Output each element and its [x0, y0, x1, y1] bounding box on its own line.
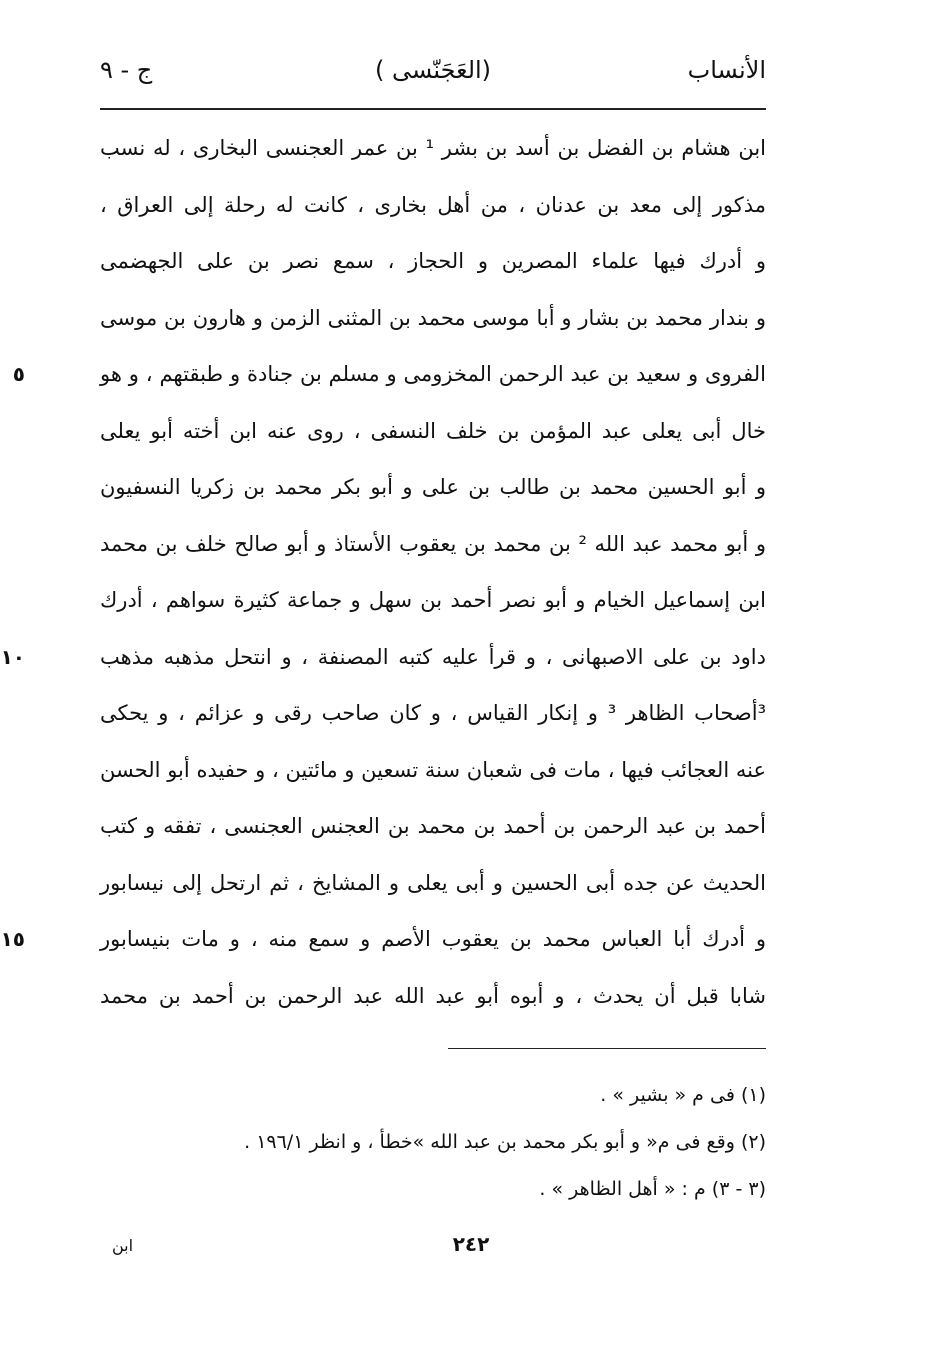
text-line-content: ابن إسماعيل الخيام و أبو نصر أحمد بن سهل و جماعة كثيرة سواهم ، أدرك [100, 588, 766, 612]
text-line-content: عنه العجائب فيها ، مات فى شعبان سنة تسعين و مائتين ، و حفيده أبو الحسن [100, 757, 766, 782]
line-number: ١٥ [0, 927, 25, 951]
footnote-rule [448, 1048, 766, 1049]
footnote-2: (٢) وقع فى م« و أبو بكر محمد بن عبد الله »خطأ ، و انظر ١٩٦/١ . [244, 1131, 766, 1153]
text-line [100, 290, 766, 347]
header-book-title: الأنساب [687, 56, 766, 84]
footnote-3: (٣ - ٣) م : « أهل الظاهر » . [539, 1178, 766, 1200]
text-line-content: داود بن على الاصبهانى ، و قرأ عليه كتبه المصنفة ، و انتحل مذهبه مذهب [100, 644, 766, 669]
header-entry-title: (العَجَنّسى ) [374, 56, 492, 84]
footnotes [166, 1072, 766, 1213]
text-line [100, 968, 766, 1025]
text-line-content: و أدرك فيها علماء المصرين و الحجاز ، سمع نصر بن على الجهضمى [100, 249, 766, 273]
running-header [100, 56, 766, 96]
text-line [100, 459, 766, 516]
text-line [100, 177, 766, 234]
text-line-content: أحمد بن عبد الرحمن بن أحمد بن محمد بن العجنس العجنسى ، تفقه و كتب [100, 814, 766, 838]
text-line-content: شابا قبل أن يحدث ، و أبوه أبو عبد الله عبد الرحمن بن أحمد بن محمد [100, 983, 766, 1008]
text-line-content: و بندار محمد بن بشار و أبا موسى محمد بن المثنى الزمن و هارون بن موسى [100, 305, 766, 330]
line-number: ١٠ [0, 644, 25, 669]
text-line [100, 798, 766, 855]
text-line [100, 233, 766, 290]
footnote-1: (١) فى م « بشير » . [600, 1084, 766, 1106]
text-line-content: خال أبى يعلى عبد المؤمن بن خلف النسفى ، روى عنه ابن أخته أبو يعلى [100, 418, 766, 443]
text-line-content: و أبو الحسين محمد بن طالب بن على و أبو بكر محمد بن زكريا النسفيون [100, 475, 766, 499]
line-number: ٥ [12, 362, 25, 386]
text-line-content: و أدرك أبا العباس محمد بن يعقوب الأصم و سمع منه ، و مات بنيسابور [100, 927, 766, 951]
text-line [100, 685, 766, 742]
header-rule [100, 108, 766, 110]
main-text [0, 120, 766, 1024]
catchword: ابن [112, 1236, 134, 1255]
text-line [100, 120, 766, 177]
header-volume: ج - ٩ [100, 56, 153, 84]
page-number: ٢٤٢ [452, 1232, 490, 1256]
text-line [100, 855, 766, 912]
text-line [100, 742, 766, 799]
text-line-content: مذكور إلى معد بن عدنان ، من أهل بخارى ، كانت له رحلة إلى العراق ، [100, 192, 766, 217]
text-line [100, 572, 766, 629]
text-line [100, 403, 766, 460]
text-line [100, 516, 766, 573]
text-line [0, 629, 766, 686]
text-line [0, 911, 766, 968]
text-line-content: الفروى و سعيد بن عبد الرحمن المخزومى و مسلم بن جنادة و طبقتهم ، و هو [100, 362, 766, 386]
text-line-content: ابن هشام بن الفضل بن أسد بن بشر ¹ بن عمر العجنسى البخارى ، له نسب [100, 136, 766, 160]
text-line [12, 346, 766, 403]
text-line-content: ³أصحاب الظاهر ³ و إنكار القياس ، و كان صاحب رقى و عزائم ، و يحكى [100, 701, 766, 725]
text-line-content: الحديث عن جده أبى الحسين و أبى يعلى و المشايخ ، ثم ارتحل إلى نيسابور [100, 870, 766, 895]
text-line-content: و أبو محمد عبد الله ² بن محمد بن يعقوب الأستاذ و أبو صالح خلف بن محمد [100, 531, 766, 556]
